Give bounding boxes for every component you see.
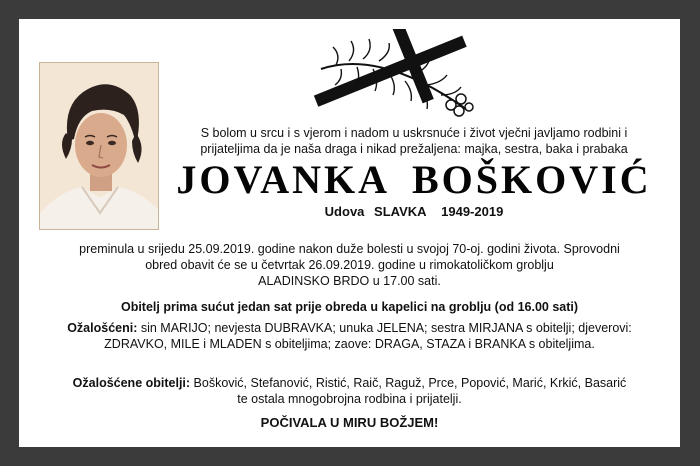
maiden-name: SLAVKA	[374, 204, 427, 219]
mourners	[19, 320, 680, 352]
obituary-card	[19, 19, 680, 447]
intro-line-2: prijateljima da je naša draga i nikad prežaljena: majka, sestra, baka i prabaka	[200, 142, 628, 156]
subtitle	[169, 204, 659, 220]
mourning-families	[19, 375, 680, 407]
families-line-2: te ostala mnogobrojna rodbina i prijatelji.	[237, 392, 462, 406]
widow-label: Udova	[324, 204, 365, 219]
mourners-line-1: sin MARIJO; nevjesta DUBRAVKA; unuka JELENA; sestra MIRJANA s obitelji; djeverovi:	[137, 321, 632, 335]
portrait-image	[40, 63, 159, 230]
portrait-photo	[39, 62, 159, 230]
closing-blessing: POČIVALA U MIRU BOŽJEM!	[260, 415, 439, 430]
deceased-name	[169, 158, 659, 202]
last-name: BOŠKOVIĆ	[412, 157, 652, 202]
details-line-1: preminula u srijedu 25.09.2019. godine nakon duže bolesti u svojoj 70-oj. godini života. Sprovodni	[79, 242, 620, 256]
condolence-note: Obitelj prima sućut jedan sat prije obreda u kapelici na groblju (od 16.00 sati)	[120, 300, 579, 314]
families-line-1: Bošković, Stefanović, Ristić, Raič, Raguž, Prce, Popović, Marić, Krkić, Basarić	[190, 376, 627, 390]
funeral-details	[19, 241, 680, 289]
first-name: JOVANKA	[176, 157, 390, 202]
cross-with-palm-icon	[291, 29, 481, 119]
families-label: Ožalošćene obitelji:	[72, 376, 191, 390]
life-years: 1949-2019	[441, 204, 504, 219]
mourners-line-2: ZDRAVKO, MILE i MLADEN s obiteljima; zaove: DRAGA, STAZA i BRANKA s obiteljima.	[104, 337, 595, 351]
details-line-3: ALADINSKO BRDO u 17.00 sati.	[258, 274, 441, 288]
details-line-2: obred obavit će se u četvrtak 26.09.2019. godine u rimokatoličkom groblju	[145, 258, 554, 272]
intro-text	[169, 125, 659, 157]
intro-line-1: S bolom u srcu i s vjerom i nadom u uskrsnuće i život vječni javljamo rodbini i	[200, 126, 628, 140]
mourners-label: Ožalošćeni:	[67, 321, 138, 335]
